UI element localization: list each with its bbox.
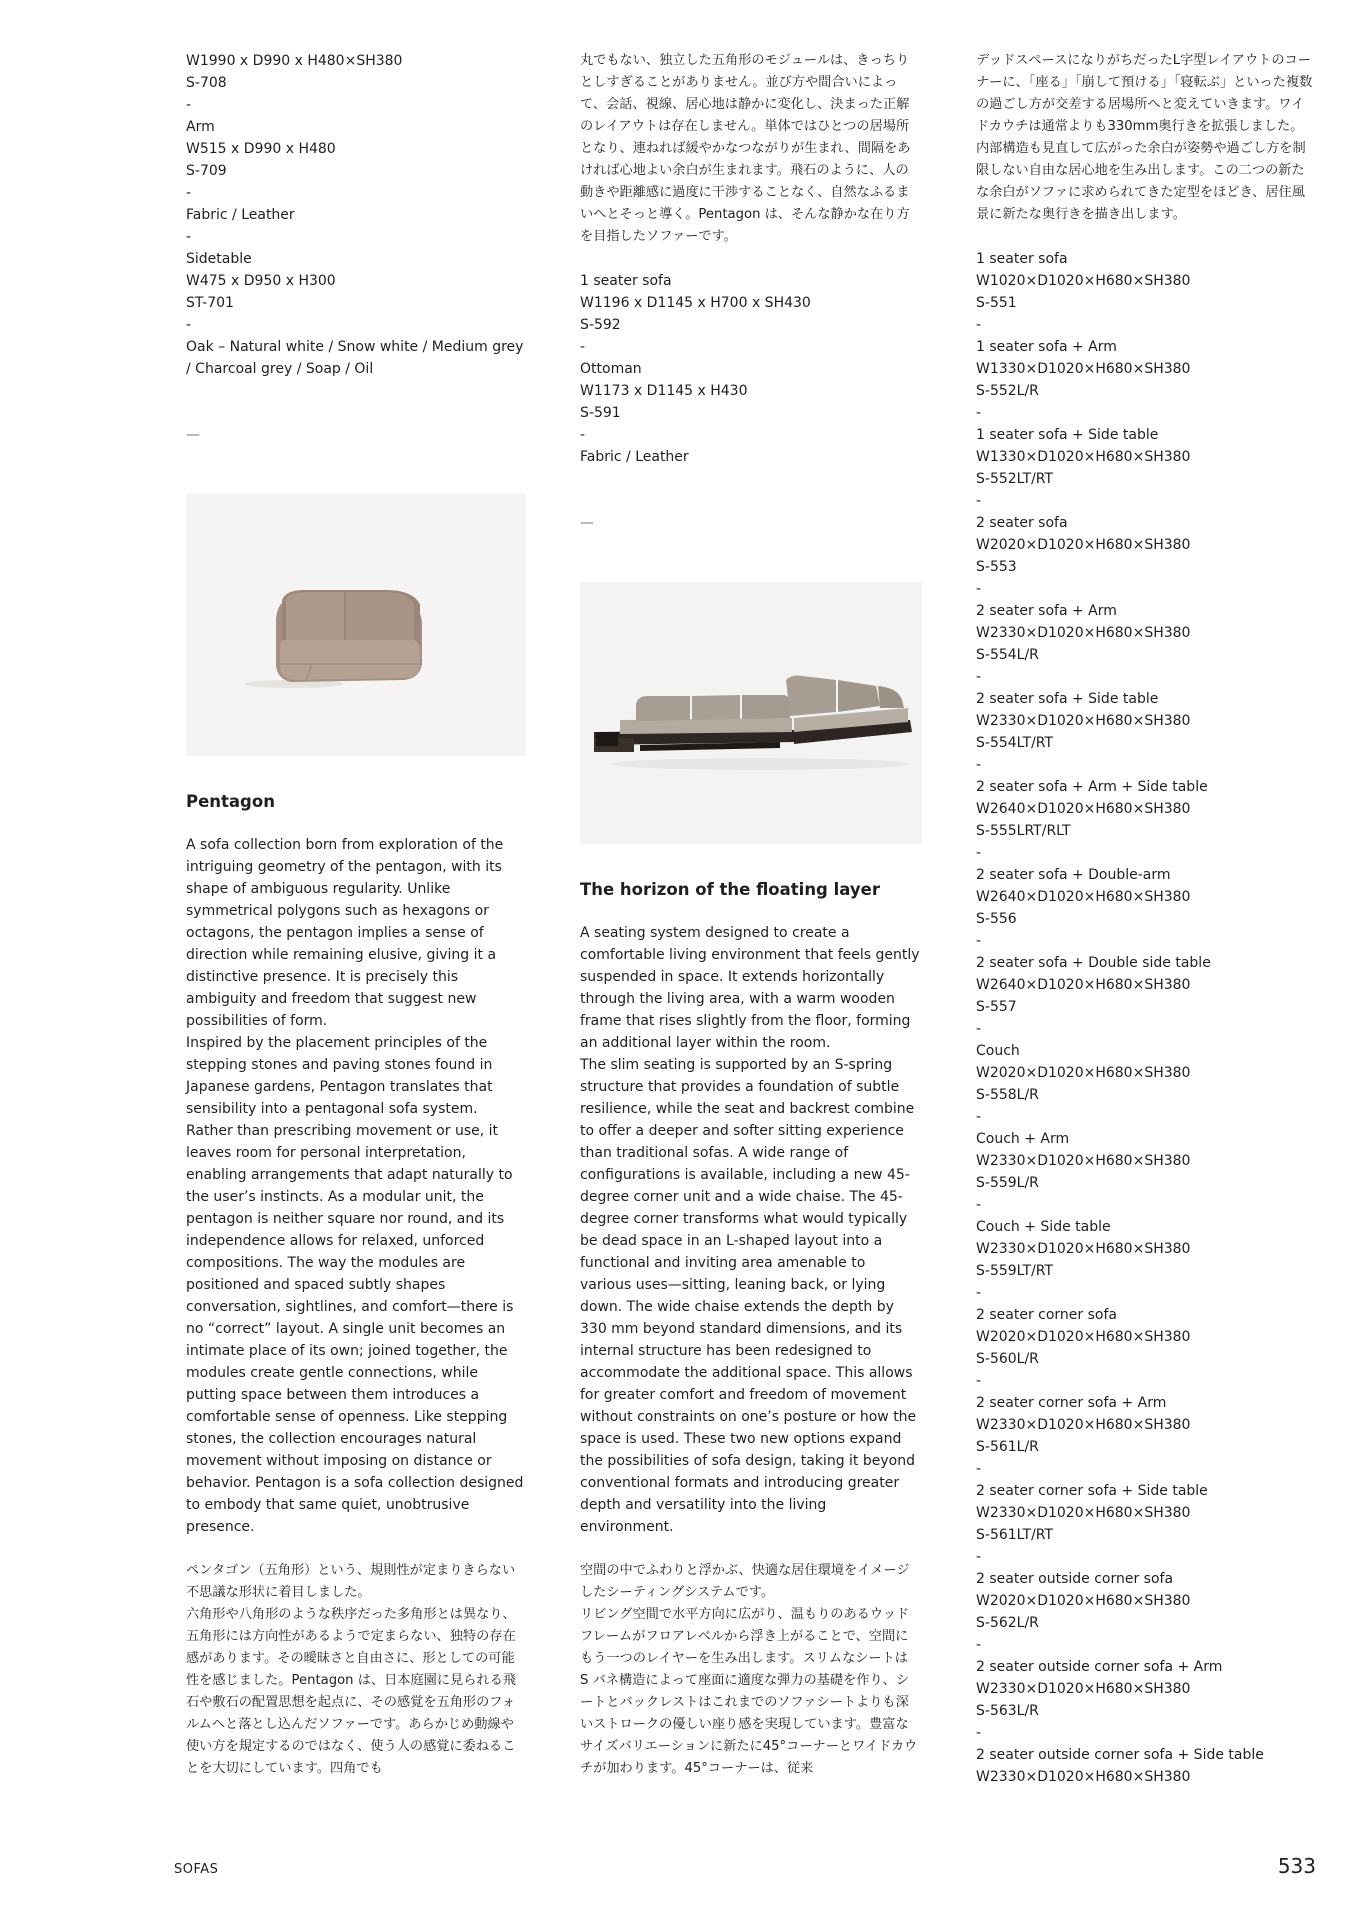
- spec-line: W515 x D990 x H480: [186, 141, 336, 157]
- floating-layer-sofa-photo: [580, 582, 922, 844]
- spec-line: W2330×D1020×H680×SH380: [976, 713, 1191, 729]
- spec-line: -: [976, 757, 982, 773]
- product-title: Pentagon: [186, 792, 275, 811]
- spec-line: 2 seater corner sofa: [976, 1307, 1117, 1323]
- spec-line: Oak – Natural white / Snow white / Medium grey: [186, 339, 524, 355]
- spec-line: W2640×D1020×H680×SH380: [976, 801, 1191, 817]
- spec-line: W2330×D1020×H680×SH380: [976, 1769, 1191, 1785]
- spec-line: S-552L/R: [976, 383, 1039, 399]
- spec-line: W2330×D1020×H680×SH380: [976, 625, 1191, 641]
- spec-line: -: [580, 339, 586, 355]
- spec-line: S-559L/R: [976, 1175, 1039, 1191]
- spec-line: -: [186, 185, 192, 201]
- spec-line: -: [976, 493, 982, 509]
- spec-line: S-709: [186, 163, 227, 179]
- spec-line: -: [976, 933, 982, 949]
- product-description-jp: ペンタゴン（五角形）という、規則性が定まりきらない不思議な形状に着目しました。 六角形や八角形のような秩序だった多角形とは異なり、五角形には方向性があるようで定まらない、独特の存在感があります。その曖昧さと自由さに、形としての可能性を感じました。Pentagon は、日本庭園に見られる飛石や敷石の配置思想を起点に、その感覚を五角形のフォルムへと落とし込んだソファーです。あらかじめ動線や使い方を規定するのではなく、使う人の感覚に委ねることを大切にしています。四角でも: [186, 1563, 516, 1776]
- spec-line: -: [976, 1461, 982, 1477]
- spec-line: S-554LT/RT: [976, 735, 1054, 751]
- spec-line: -: [976, 1109, 982, 1125]
- section-label: SOFAS: [174, 1862, 219, 1877]
- column-middle: [580, 50, 920, 534]
- page-number: 533: [1277, 1854, 1316, 1878]
- spec-line: W2640×D1020×H680×SH380: [976, 977, 1191, 993]
- spec-line: -: [580, 427, 586, 443]
- spec-line: -: [976, 1637, 982, 1653]
- floating-layer-text-block: [580, 878, 920, 1780]
- spec-line: / Charcoal grey / Soap / Oil: [186, 361, 374, 377]
- product-description-jp-continued: デッドスペースになりがちだったL字型レイアウトのコーナーに、「座る」「崩して預ける」「寝転ぶ」といった複数の過ごし方が交差する居場所へと変えていきます。ワイドカウチは通常よりも330mm奥行きを拡張しました。内部構造も見直して広がった余白が姿勢や過ごし方を制限しない自由な居心地を生み出します。この二つの新たな余白がソファに求められてきた定型をほどき、居住風景に新たな奥行きを描き出します。: [976, 53, 1313, 222]
- spec-line: W2330×D1020×H680×SH380: [976, 1153, 1191, 1169]
- spec-line: 2 seater outside corner sofa: [976, 1571, 1174, 1587]
- product-description-jp: 空間の中でふわりと浮かぶ、快適な居住環境をイメージしたシーティングシステムです。 リビング空間で水平方向に広がり、温もりのあるウッドフレームがフロアレベルから浮き上がることで、空間にもう一つのレイヤーを生み出します。スリムなシートは S バネ構造によって座面に適度な弾力の基礎を作り、シートとバックレストはこれまでのソファシートよりも深いストロークの優しい座り感を実現しています。豊富なサイズバリエーションに新たに45°コーナーとワイドカウチが加わります。45°コーナーは、従来: [580, 1563, 918, 1776]
- spec-line: W2020×D1020×H680×SH380: [976, 1065, 1191, 1081]
- spec-line: -: [186, 317, 192, 333]
- spec-line: -: [976, 317, 982, 333]
- spec-line: S-708: [186, 75, 227, 91]
- spec-line: W2330×D1020×H680×SH380: [976, 1681, 1191, 1697]
- pentagon-chair-photo: [186, 494, 526, 756]
- spec-line: W2330×D1020×H680×SH380: [976, 1417, 1191, 1433]
- spec-line: S-561LT/RT: [976, 1527, 1054, 1543]
- spec-line: W1173 x D1145 x H430: [580, 383, 748, 399]
- spec-line: ST-701: [186, 295, 234, 311]
- spec-line: -: [976, 1021, 982, 1037]
- spec-line: S-556: [976, 911, 1017, 927]
- spec-line: W2640×D1020×H680×SH380: [976, 889, 1191, 905]
- spec-line: W1990 x D990 x H480×SH380: [186, 53, 403, 69]
- pentagon-text-block: [186, 790, 526, 1780]
- spec-line: S-561L/R: [976, 1439, 1039, 1455]
- product-description-en: A sofa collection born from exploration of the intriguing geometry of the pentagon, with its shape of ambiguous regularity. Unlike symmetrical polygons such as hexagons or octagons, the pentagon implies a sense of direction while remaining elusive, giving it a distinctive presence. It is precisely this ambiguity and freedom that suggest new possibilities of form. Inspired by the placement principles of the stepping stones and paving stones found in Japanese gardens, Pentagon translates that sensibility into a pentagonal sofa system. Rather than prescribing movement or use, it leaves room for personal interpretation, enabling arrangements that adapt naturally to the user’s instincts. As a modular unit, the pentagon is neither square nor round, and its independence allows for relaxed, unforced compositions. The way the modules are positioned and spaced subtly shapes conversation, sightlines, and comfort—there is no “correct” layout. A single unit becomes an intimate place of its own; joined together, the modules create gentle connections, while putting space between them introduces a comfortable sense of openness. Like stepping stones, the collection encourages natural movement without imposing on distance or behavior. Pentagon is a sofa collection designed to embody that same quiet, unobtrusive presence.: [186, 837, 524, 1535]
- spec-line: S-562L/R: [976, 1615, 1039, 1631]
- spec-line: -: [976, 1197, 982, 1213]
- spec-line: 2 seater sofa + Side table: [976, 691, 1159, 707]
- spec-line: S-551: [976, 295, 1017, 311]
- spec-line: Arm: [186, 119, 215, 135]
- spec-line: Couch: [976, 1043, 1020, 1059]
- spec-line: S-555LRT/RLT: [976, 823, 1071, 839]
- spec-line: 2 seater outside corner sofa + Arm: [976, 1659, 1223, 1675]
- spec-line: -: [976, 845, 982, 861]
- product-description-jp-continued: 丸でもない、独立した五角形のモジュールは、きっちりとしすぎることがありません。並び方や間合いによって、会話、視線、居心地は静かに変化し、決まった正解のレイアウトは存在しません。単体ではひとつの居場所となり、連ねれば緩やかなつながりが生まれ、間隔をあければ心地よい余白が生まれます。飛石のように、人の動きや距離感に過度に干渉することなく、自然なふるまいへとそっと導く。Pentagon は、そんな静かな在り方を目指したソファーです。: [580, 53, 911, 244]
- spec-line: S-592: [580, 317, 621, 333]
- spec-line: S-560L/R: [976, 1351, 1039, 1367]
- column-left: [186, 50, 526, 446]
- spec-line: 2 seater corner sofa + Arm: [976, 1395, 1167, 1411]
- section-separator: —: [580, 515, 594, 531]
- spec-line: W2330×D1020×H680×SH380: [976, 1505, 1191, 1521]
- spec-line: -: [976, 405, 982, 421]
- spec-line: W1330×D1020×H680×SH380: [976, 361, 1191, 377]
- spec-line: 2 seater sofa + Double-arm: [976, 867, 1171, 883]
- spec-line: W475 x D950 x H300: [186, 273, 336, 289]
- section-separator: —: [186, 427, 200, 443]
- spec-line: S-553: [976, 559, 1017, 575]
- spec-line: W2020×D1020×H680×SH380: [976, 537, 1191, 553]
- spec-line: Fabric / Leather: [186, 207, 295, 223]
- spec-line: Fabric / Leather: [580, 449, 689, 465]
- spec-line: S-558L/R: [976, 1087, 1039, 1103]
- spec-line: 1 seater sofa: [976, 251, 1068, 267]
- spec-line: W1330×D1020×H680×SH380: [976, 449, 1191, 465]
- spec-line: S-559LT/RT: [976, 1263, 1054, 1279]
- spec-line: W2330×D1020×H680×SH380: [976, 1241, 1191, 1257]
- spec-line: 2 seater sofa: [976, 515, 1068, 531]
- spec-line: 2 seater sofa + Double side table: [976, 955, 1211, 971]
- spec-line: 2 seater outside corner sofa + Side table: [976, 1747, 1264, 1763]
- column-right: [976, 50, 1316, 1788]
- spec-line: Couch + Arm: [976, 1131, 1070, 1147]
- product-title: The horizon of the floating layer: [580, 880, 880, 899]
- spec-line: S-563L/R: [976, 1703, 1039, 1719]
- spec-line: -: [976, 1549, 982, 1565]
- spec-line: -: [976, 581, 982, 597]
- spec-line: -: [976, 1285, 982, 1301]
- spec-line: S-552LT/RT: [976, 471, 1054, 487]
- spec-line: -: [186, 229, 192, 245]
- spec-line: -: [186, 97, 192, 113]
- spec-line: W2020×D1020×H680×SH380: [976, 1593, 1191, 1609]
- spec-line: Ottoman: [580, 361, 642, 377]
- product-description-en: A seating system designed to create a comfortable living environment that feels gently suspended in space. It extends horizontally through the living area, with a warm wooden frame that rises slightly from the floor, forming an additional layer within the room. The slim seating is supported by an S-spring structure that provides a foundation of subtle resilience, while the seat and backrest combine to offer a deeper and softer sitting experience than traditional sofas. A wide range of configurations is available, including a new 45-degree corner unit and a wide chaise. The 45-degree corner transforms what would typically be dead space in an L-shaped layout into a functional and inviting area amenable to various uses—sitting, leaning back, or lying down. The wide chaise extends the depth by 330 mm beyond standard dimensions, and its internal structure has been redesigned to accommodate the additional space. This allows for greater comfort and freedom of movement without constraints on one’s posture or how the space is used. These two new options expand the possibilities of sofa design, taking it beyond conventional formats and introducing greater depth and versatility into the living environment.: [580, 925, 920, 1535]
- spec-line: 1 seater sofa: [580, 273, 672, 289]
- spec-line: 1 seater sofa + Side table: [976, 427, 1159, 443]
- spec-line: S-591: [580, 405, 621, 421]
- spec-list-pentagon-items: [580, 270, 920, 468]
- spec-line: 1 seater sofa + Arm: [976, 339, 1117, 355]
- spec-line: 2 seater sofa + Arm + Side table: [976, 779, 1208, 795]
- spec-line: W1196 x D1145 x H700 x SH430: [580, 295, 811, 311]
- spec-line: -: [976, 669, 982, 685]
- spec-line: S-554L/R: [976, 647, 1039, 663]
- spec-list-floating-layer-items: [976, 248, 1316, 1788]
- spec-line: Couch + Side table: [976, 1219, 1111, 1235]
- spec-line: 2 seater sofa + Arm: [976, 603, 1117, 619]
- spec-line: 2 seater corner sofa + Side table: [976, 1483, 1208, 1499]
- spec-line: W2020×D1020×H680×SH380: [976, 1329, 1191, 1345]
- spec-list-pentagon-system: [186, 50, 526, 380]
- spec-line: -: [976, 1725, 982, 1741]
- spec-line: Sidetable: [186, 251, 252, 267]
- spec-line: S-557: [976, 999, 1017, 1015]
- spec-line: W1020×D1020×H680×SH380: [976, 273, 1191, 289]
- spec-line: -: [976, 1373, 982, 1389]
